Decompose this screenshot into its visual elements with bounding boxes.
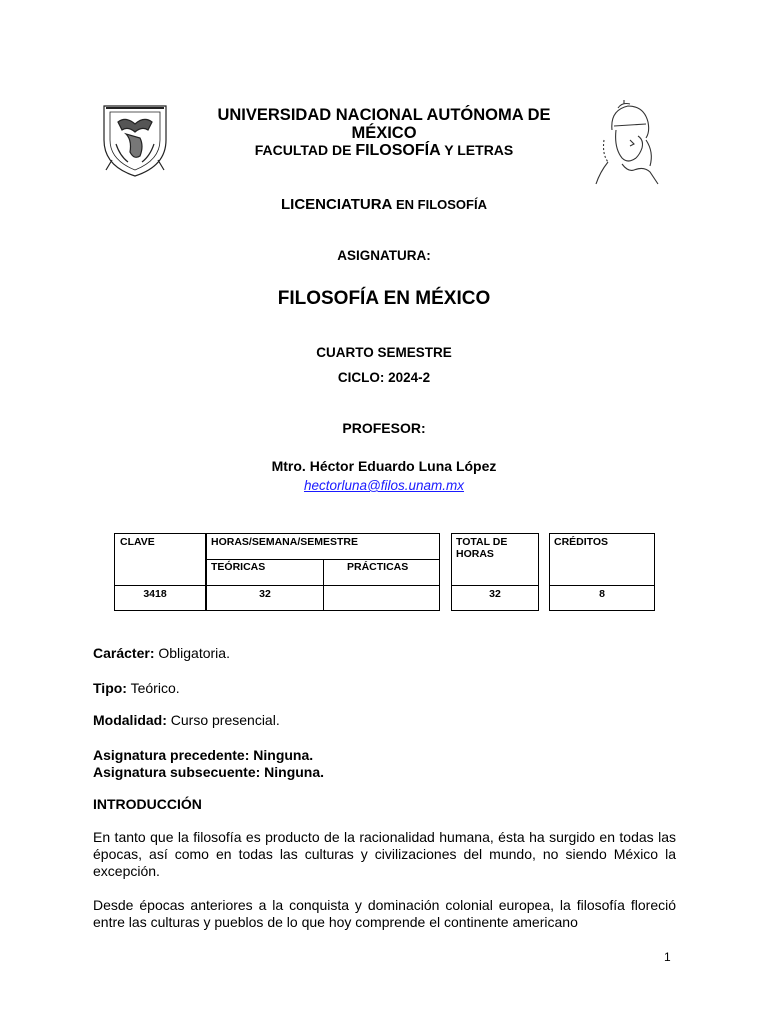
creditos-value: 8 [599,588,605,600]
total-label [456,536,507,560]
professor-name: Mtro. Héctor Eduardo Luna López [271,458,497,474]
university-name-line2: MÉXICO [351,124,417,142]
faculty-post: Y LETRAS [440,142,514,158]
clave-box [114,533,206,611]
course-title: FILOSOFÍA EN MÉXICO [277,288,491,309]
modalidad-label: Modalidad: [93,712,167,728]
caracter-label: Carácter: [93,645,155,661]
course-semester: CUARTO SEMESTRE [316,345,452,360]
intro-heading: INTRODUCCIÓN [93,796,202,812]
clave-label: CLAVE [120,536,155,548]
clave-value: 3418 [143,588,167,600]
modalidad-line [93,712,676,729]
precedente-line: Asignatura precedente: Ninguna. [93,747,314,763]
total-label-line1: TOTAL DE [456,536,508,548]
intro-paragraph-2: Desde épocas anteriores a la conquista y dominación colonial europea, la filosofía floreció entre las culturas y pueblos de lo que hoy comprende el continente americano [93,897,676,930]
teoricas-value: 32 [259,588,271,600]
total-label-line2: HORAS [456,548,494,560]
horas-box [206,533,440,611]
horas-label: HORAS/SEMANA/SEMESTRE [211,536,359,548]
program-name [0,196,768,213]
modalidad-value: Curso presencial. [166,712,280,728]
faculty-name [0,142,768,160]
program-rest: EN FILOSOFÍA [392,197,487,212]
program-main: LICENCIATURA [280,196,393,213]
subsecuente-line: Asignatura subsecuente: Ninguna. [93,764,325,780]
tipo-label: Tipo: [93,680,127,696]
caracter-line [93,645,676,662]
professor-email-link[interactable]: hectorluna@filos.unam.mx [303,478,465,493]
course-cycle: CICLO: 2024-2 [337,370,431,385]
total-value: 32 [489,588,501,600]
total-horas-box [451,533,539,611]
professor-label: PROFESOR: [342,420,426,436]
teoricas-label: TEÓRICAS [211,561,266,573]
practicas-label: PRÁCTICAS [347,561,409,573]
page-number: 1 [664,950,671,964]
faculty-main: FILOSOFÍA [355,142,441,159]
creditos-label: CRÉDITOS [554,536,609,548]
tipo-line [93,680,676,697]
faculty-pre: FACULTAD DE [254,142,356,158]
caracter-value: Obligatoria. [154,645,230,661]
tipo-value: Teórico. [126,680,180,696]
university-name-line1: UNIVERSIDAD NACIONAL AUTÓNOMA DE [217,106,551,124]
creditos-box [549,533,655,611]
course-label: ASIGNATURA: [337,248,431,263]
university-name [0,106,768,142]
intro-paragraph-1: En tanto que la filosofía es producto de la racionalidad humana, ésta ha surgido en todas las épocas, así como en todas las culturas y civilizaciones del mundo, no siendo México la excepción. [93,829,676,879]
